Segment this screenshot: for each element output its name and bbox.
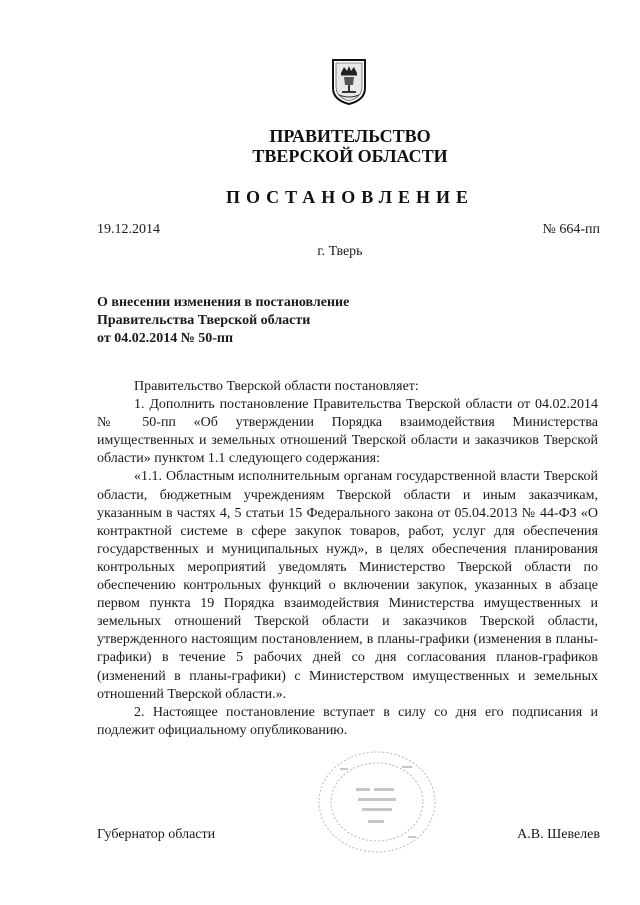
document-city: г. Тверь [317, 244, 363, 259]
official-seal-stamp [312, 748, 442, 856]
coat-of-arms-icon [330, 58, 368, 106]
body-paragraph-2: 2. Настоящее постановление вступает в силу со дня его подписания и подлежит официальному опубликованию. [97, 704, 598, 738]
document-date: 19.12.2014 [97, 222, 160, 237]
document-number: № 664-пп [542, 222, 600, 237]
subject-line: от 04.02.2014 № 50-пп [97, 331, 234, 346]
body-paragraph-1: 1. Дополнить постановление Правительства Тверской области от 04.02.2014 № 50-пп «Об утверждении Порядка взаимодействия Министерства имущественных и земельных отношений Тверской области и заказчиков Тверской области» пунктом 1.1 следующего содержания: [97, 397, 598, 467]
government-name-line2: ТВЕРСКОЙ ОБЛАСТИ [252, 146, 448, 166]
document-body [97, 378, 598, 740]
subject-line: О внесении изменения в постановление [97, 295, 350, 310]
signatory-name: А.В. Шевелев [517, 827, 600, 842]
document-subject [97, 294, 349, 348]
body-intro: Правительство Тверской области постановляет: [134, 379, 419, 394]
body-paragraph-1-1: «1.1. Областным исполнительным органам государственной власти Тверской области, бюджетным учреждениям Тверской области и иным заказчикам, указанным в частях 4, 5 статьи 15 Федерального закона от 05.04.2013 № 44-ФЗ «О контрактной системе в сфере закупок товаров, работ, услуг для обеспечения государственных и муниципальных нужд», в целях обеспечения планирования контрольных мероприятий уведомлять Министерство Тверской области по обеспечению контрольных функций о включении закупок, указанных в абзаце первом пункта 19 Порядка взаимодействия Министерства имущественных и земельных отношений Тверской области и заказчиков Тверской области, утвержденного настоящим постановлением, в планы-графики (изменения в планы-графики) в течение 5 рабочих дней со дня согласования планов-графиков (изменений в планы-графики) с Министерством имущественных и земельных отношений Тверской области.». [97, 469, 598, 702]
government-name-line1: ПРАВИТЕЛЬСТВО [269, 126, 431, 146]
document-type-title: ПОСТАНОВЛЕНИЕ [225, 187, 475, 207]
subject-line: Правительства Тверской области [97, 313, 311, 328]
signatory-title: Губернатор области [97, 827, 216, 842]
